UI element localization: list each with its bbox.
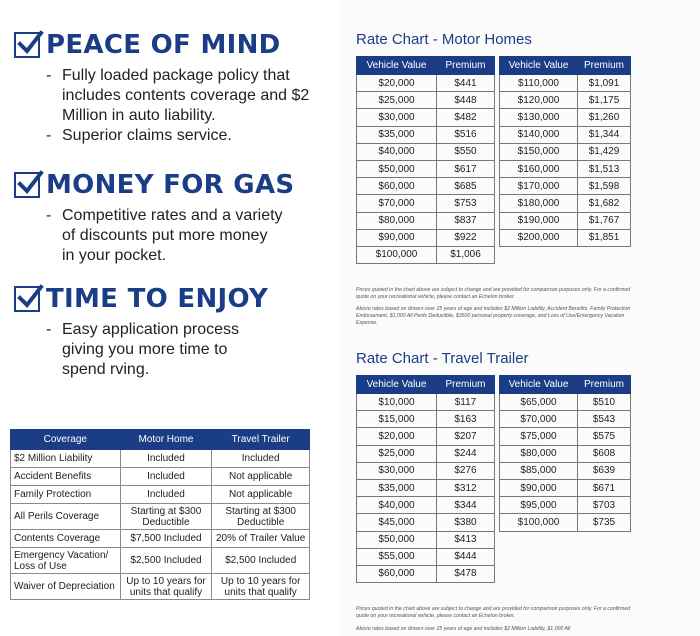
vehicle-value-cell: $30,000	[357, 462, 437, 479]
vehicle-value-cell: $160,000	[500, 160, 578, 177]
vehicle-value-cell: $35,000	[357, 479, 437, 496]
premium-cell: $207	[437, 428, 495, 445]
table-row	[357, 143, 495, 160]
travel-trailer-rate-table-right	[499, 375, 631, 532]
table-row	[500, 195, 631, 212]
vehicle-value-cell: $85,000	[500, 462, 578, 479]
travel-trailer-rate-table-left	[356, 375, 495, 583]
vehicle-value-cell: $130,000	[500, 109, 578, 126]
table-row	[357, 428, 495, 445]
table-row	[500, 411, 631, 428]
table-row	[357, 109, 495, 126]
table-cell: Up to 10 years for units that qualify	[212, 574, 310, 600]
disclaimer-note: Prices quoted in the chart above are subject to change and are provided for comparison purposes only. For a confirmed quote on your recreational vehicle, please contact an Echelon broker.	[356, 287, 631, 300]
column-header: Premium	[437, 376, 495, 394]
table-row	[357, 126, 495, 143]
premium-cell: $163	[437, 411, 495, 428]
table-row	[357, 497, 495, 514]
vehicle-value-cell: $120,000	[500, 92, 578, 109]
table-cell: Starting at $300 Deductible	[212, 504, 310, 530]
benefits-column	[0, 0, 335, 636]
table-cell: Starting at $300 Deductible	[120, 504, 212, 530]
table-cell: Included	[120, 468, 212, 486]
table-row	[500, 229, 631, 246]
premium-cell: $1,513	[578, 160, 631, 177]
vehicle-value-cell: $150,000	[500, 143, 578, 160]
section-title: TIME TO ENJOY	[46, 284, 269, 314]
column-header: Premium	[578, 376, 631, 394]
table-cell: Accident Benefits	[11, 468, 121, 486]
rates-basis-note: Above rates based on drivers over 25 years of age and includes $2 Million Liability, Accident Benefits, Family Protection Endorsement, $1,000 All Perils Deductible, $3500 personal property coverage, and Loss of Use/Emergency Vacation Expense.	[356, 306, 631, 326]
premium-cell: $1,598	[578, 178, 631, 195]
table-cell: Waiver of Depreciation	[11, 574, 121, 600]
vehicle-value-cell: $40,000	[357, 143, 437, 160]
table-row	[357, 445, 495, 462]
premium-cell: $413	[437, 531, 495, 548]
vehicle-value-cell: $15,000	[357, 411, 437, 428]
premium-cell: $1,344	[578, 126, 631, 143]
premium-cell: $837	[437, 212, 495, 229]
table-row	[500, 160, 631, 177]
premium-cell: $1,175	[578, 92, 631, 109]
vehicle-value-cell: $45,000	[357, 514, 437, 531]
table-row	[11, 548, 310, 574]
premium-cell: $639	[578, 462, 631, 479]
premium-cell: $448	[437, 92, 495, 109]
table-row	[357, 565, 495, 582]
premium-cell: $312	[437, 479, 495, 496]
table-cell: Not applicable	[212, 486, 310, 504]
table-row	[500, 178, 631, 195]
table-row	[11, 486, 310, 504]
premium-cell: $922	[437, 229, 495, 246]
premium-cell: $117	[437, 394, 495, 411]
table-row	[357, 178, 495, 195]
motor-homes-title: Rate Chart - Motor Homes	[356, 31, 532, 48]
bullet-item: - Competitive rates and a variety of discounts put more money in your pocket.	[46, 206, 284, 266]
table-row	[357, 212, 495, 229]
table-row	[11, 450, 310, 468]
vehicle-value-cell: $140,000	[500, 126, 578, 143]
table-cell: $2 Million Liability	[11, 450, 121, 468]
table-cell: $7,500 Included	[120, 530, 212, 548]
premium-cell: $510	[578, 394, 631, 411]
premium-cell: $482	[437, 109, 495, 126]
premium-cell: $276	[437, 462, 495, 479]
table-row	[357, 246, 495, 263]
rates-basis-note: Above rates based on drivers over 25 years of age and includes $2 Million Liability, $1,000 All	[356, 626, 571, 632]
table-row	[11, 468, 310, 486]
table-row	[357, 160, 495, 177]
table-row	[11, 530, 310, 548]
premium-cell: $1,682	[578, 195, 631, 212]
table-row	[500, 109, 631, 126]
vehicle-value-cell: $55,000	[357, 548, 437, 565]
column-header: Vehicle Value	[357, 57, 437, 75]
table-row	[500, 143, 631, 160]
vehicle-value-cell: $90,000	[357, 229, 437, 246]
vehicle-value-cell: $180,000	[500, 195, 578, 212]
table-row	[500, 497, 631, 514]
section-title: MONEY FOR GAS	[46, 170, 295, 200]
vehicle-value-cell: $80,000	[500, 445, 578, 462]
premium-cell: $1,429	[578, 143, 631, 160]
table-row	[500, 75, 631, 92]
vehicle-value-cell: $75,000	[500, 428, 578, 445]
bullet-item: - Easy application process giving you more time to spend rving.	[46, 320, 269, 380]
section-title: PEACE OF MIND	[46, 30, 281, 60]
vehicle-value-cell: $95,000	[500, 497, 578, 514]
table-cell: Family Protection	[11, 486, 121, 504]
premium-cell: $1,260	[578, 109, 631, 126]
vehicle-value-cell: $70,000	[357, 195, 437, 212]
bullet-item: - Superior claims service.	[46, 126, 314, 146]
vehicle-value-cell: $25,000	[357, 445, 437, 462]
table-cell: Emergency Vacation/ Loss of Use	[11, 548, 121, 574]
vehicle-value-cell: $60,000	[357, 178, 437, 195]
premium-cell: $685	[437, 178, 495, 195]
premium-cell: $1,767	[578, 212, 631, 229]
table-row	[500, 394, 631, 411]
checkbox-checked-icon	[14, 172, 40, 198]
vehicle-value-cell: $30,000	[357, 109, 437, 126]
premium-cell: $1,006	[437, 246, 495, 263]
table-cell: Up to 10 years for units that qualify	[120, 574, 212, 600]
coverage-table	[10, 429, 310, 600]
travel-trailer-title: Rate Chart - Travel Trailer	[356, 350, 529, 367]
premium-cell: $550	[437, 143, 495, 160]
vehicle-value-cell: $80,000	[357, 212, 437, 229]
column-header: Travel Trailer	[212, 430, 310, 450]
table-row	[500, 462, 631, 479]
vehicle-value-cell: $100,000	[357, 246, 437, 263]
table-row	[357, 462, 495, 479]
vehicle-value-cell: $70,000	[500, 411, 578, 428]
bullet-item: - Fully loaded package policy that includes contents coverage and $2 Million in auto liability.	[46, 66, 314, 126]
vehicle-value-cell: $20,000	[357, 75, 437, 92]
premium-cell: $344	[437, 497, 495, 514]
premium-cell: $1,851	[578, 229, 631, 246]
table-row	[357, 514, 495, 531]
table-cell: Not applicable	[212, 468, 310, 486]
vehicle-value-cell: $40,000	[357, 497, 437, 514]
premium-cell: $543	[578, 411, 631, 428]
vehicle-value-cell: $100,000	[500, 514, 578, 531]
table-cell: Included	[120, 486, 212, 504]
table-cell: 20% of Trailer Value	[212, 530, 310, 548]
table-row	[500, 212, 631, 229]
premium-cell: $516	[437, 126, 495, 143]
vehicle-value-cell: $90,000	[500, 479, 578, 496]
section-peace-of-mind	[14, 30, 334, 146]
table-cell: $2,500 Included	[120, 548, 212, 574]
column-header: Premium	[578, 57, 631, 75]
rate-charts-column	[340, 0, 700, 636]
vehicle-value-cell: $50,000	[357, 160, 437, 177]
section-money-for-gas	[14, 170, 334, 266]
table-row	[357, 531, 495, 548]
table-row	[357, 195, 495, 212]
table-row	[500, 514, 631, 531]
table-row	[11, 504, 310, 530]
checkbox-checked-icon	[14, 286, 40, 312]
vehicle-value-cell: $65,000	[500, 394, 578, 411]
section-time-to-enjoy	[14, 284, 334, 380]
premium-cell: $753	[437, 195, 495, 212]
premium-cell: $1,091	[578, 75, 631, 92]
vehicle-value-cell: $20,000	[357, 428, 437, 445]
vehicle-value-cell: $200,000	[500, 229, 578, 246]
table-cell: Included	[212, 450, 310, 468]
table-cell: $2,500 Included	[212, 548, 310, 574]
motor-homes-rate-table-right	[499, 56, 631, 247]
disclaimer-note: Prices quoted in the chart above are subject to change and are provided for comparison purposes only. For a confirmed quote on your recreational vehicle, please contact an Echelon broker.	[356, 606, 631, 619]
premium-cell: $703	[578, 497, 631, 514]
premium-cell: $244	[437, 445, 495, 462]
vehicle-value-cell: $25,000	[357, 92, 437, 109]
checkbox-checked-icon	[14, 32, 40, 58]
premium-cell: $608	[578, 445, 631, 462]
table-row	[11, 574, 310, 600]
column-header: Vehicle Value	[500, 57, 578, 75]
premium-cell: $617	[437, 160, 495, 177]
vehicle-value-cell: $50,000	[357, 531, 437, 548]
table-row	[500, 92, 631, 109]
table-cell: All Perils Coverage	[11, 504, 121, 530]
table-row	[357, 75, 495, 92]
vehicle-value-cell: $190,000	[500, 212, 578, 229]
table-row	[500, 126, 631, 143]
table-row	[357, 394, 495, 411]
table-row	[357, 411, 495, 428]
table-row	[357, 92, 495, 109]
table-row	[357, 229, 495, 246]
table-cell: Contents Coverage	[11, 530, 121, 548]
vehicle-value-cell: $110,000	[500, 75, 578, 92]
premium-cell: $735	[578, 514, 631, 531]
vehicle-value-cell: $10,000	[357, 394, 437, 411]
column-header: Premium	[437, 57, 495, 75]
column-header: Motor Home	[120, 430, 212, 450]
vehicle-value-cell: $60,000	[357, 565, 437, 582]
premium-cell: $478	[437, 565, 495, 582]
motor-homes-rate-table-left	[356, 56, 495, 264]
premium-cell: $441	[437, 75, 495, 92]
column-header: Vehicle Value	[357, 376, 437, 394]
table-row	[500, 428, 631, 445]
premium-cell: $444	[437, 548, 495, 565]
table-row	[357, 548, 495, 565]
premium-cell: $380	[437, 514, 495, 531]
column-header: Vehicle Value	[500, 376, 578, 394]
table-cell: Included	[120, 450, 212, 468]
table-row	[500, 445, 631, 462]
premium-cell: $671	[578, 479, 631, 496]
column-header: Coverage	[11, 430, 121, 450]
table-row	[500, 479, 631, 496]
vehicle-value-cell: $35,000	[357, 126, 437, 143]
premium-cell: $575	[578, 428, 631, 445]
vehicle-value-cell: $170,000	[500, 178, 578, 195]
table-row	[357, 479, 495, 496]
